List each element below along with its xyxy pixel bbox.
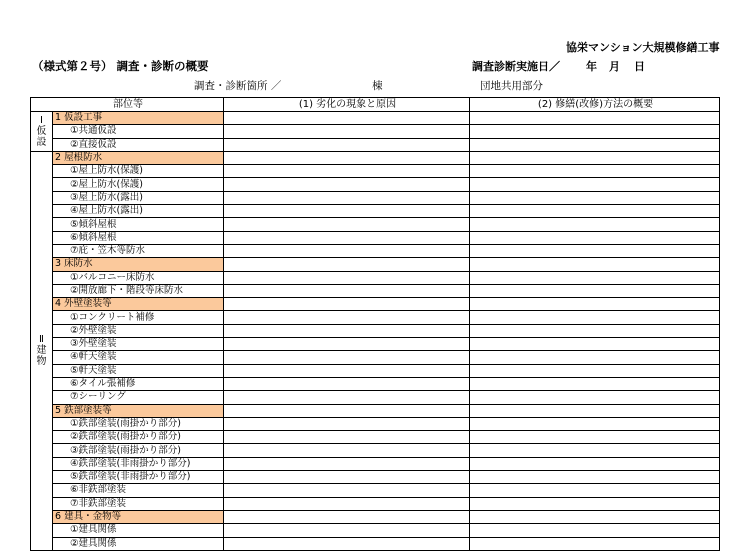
table-row xyxy=(31,311,720,324)
category-title: 4 外壁塗装等 xyxy=(53,298,224,311)
table-row xyxy=(31,324,720,337)
category-title: 3 床防水 xyxy=(53,258,224,271)
deterioration-cell[interactable] xyxy=(224,364,470,377)
repair-cell[interactable] xyxy=(470,112,720,125)
repair-cell[interactable] xyxy=(470,391,720,404)
repair-cell[interactable] xyxy=(470,364,720,377)
table-row xyxy=(31,231,720,244)
item-label: ②直接仮設 xyxy=(53,138,224,151)
deterioration-cell[interactable] xyxy=(224,191,470,204)
table-row xyxy=(31,205,720,218)
item-label: ②屋上防水(保護) xyxy=(53,178,224,191)
repair-cell[interactable] xyxy=(470,231,720,244)
repair-cell[interactable] xyxy=(470,324,720,337)
repair-cell[interactable] xyxy=(470,510,720,523)
table-row xyxy=(31,284,720,297)
repair-cell[interactable] xyxy=(470,205,720,218)
item-label: ①共通仮設 xyxy=(53,125,224,138)
table-header-row xyxy=(31,98,720,112)
section-char: 仮 xyxy=(36,125,47,137)
item-label: ④軒天塗装 xyxy=(53,351,224,364)
item-label: ⑥非鉄部塗装 xyxy=(53,484,224,497)
table-row xyxy=(31,417,720,430)
category-row xyxy=(31,258,720,271)
deterioration-cell[interactable] xyxy=(224,271,470,284)
section-label-cell xyxy=(31,151,53,550)
repair-cell[interactable] xyxy=(470,138,720,151)
deterioration-cell[interactable] xyxy=(224,510,470,523)
repair-cell[interactable] xyxy=(470,537,720,550)
table-row xyxy=(31,125,720,138)
item-label: ③屋上防水(露出) xyxy=(53,191,224,204)
table-row xyxy=(31,138,720,151)
survey-date-label: 調査診断実施日／ xyxy=(472,60,560,73)
survey-table xyxy=(30,97,720,551)
table-row xyxy=(31,377,720,390)
section-char: 建 xyxy=(36,345,47,357)
deterioration-cell[interactable] xyxy=(224,404,470,417)
repair-cell[interactable] xyxy=(470,377,720,390)
repair-cell[interactable] xyxy=(470,524,720,537)
deterioration-cell[interactable] xyxy=(224,231,470,244)
category-row xyxy=(31,510,720,523)
item-label: ①屋上防水(保護) xyxy=(53,165,224,178)
deterioration-cell[interactable] xyxy=(224,417,470,430)
category-row xyxy=(31,404,720,417)
item-label: ①鉄部塗装(雨掛かり部分) xyxy=(53,417,224,430)
deterioration-cell[interactable] xyxy=(224,471,470,484)
deterioration-cell[interactable] xyxy=(224,138,470,151)
item-label: ②開放廊下・階段等床防水 xyxy=(53,284,224,297)
category-row xyxy=(31,298,720,311)
repair-cell[interactable] xyxy=(470,298,720,311)
repair-cell[interactable] xyxy=(470,431,720,444)
item-label: ④屋上防水(露出) xyxy=(53,205,224,218)
item-label: ⑦庇・笠木等防水 xyxy=(53,244,224,257)
deterioration-cell[interactable] xyxy=(224,444,470,457)
deterioration-cell[interactable] xyxy=(224,258,470,271)
item-label: ③鉄部塗装(雨掛かり部分) xyxy=(53,444,224,457)
section-label-cell xyxy=(31,112,53,152)
item-label: ②建具関係 xyxy=(53,537,224,550)
repair-cell[interactable] xyxy=(470,311,720,324)
repair-cell[interactable] xyxy=(470,497,720,510)
project-title: 協栄マンション大規模修繕工事 xyxy=(566,41,720,54)
table-row xyxy=(31,391,720,404)
repair-cell[interactable] xyxy=(470,284,720,297)
deterioration-cell[interactable] xyxy=(224,284,470,297)
deterioration-cell[interactable] xyxy=(224,497,470,510)
table-row xyxy=(31,244,720,257)
table-row xyxy=(31,351,720,364)
deterioration-cell[interactable] xyxy=(224,165,470,178)
deterioration-cell[interactable] xyxy=(224,351,470,364)
form-title: （様式第２号） 調査・診断の概要 xyxy=(32,59,209,73)
item-label: ⑦シーリング xyxy=(53,391,224,404)
table-row xyxy=(31,497,720,510)
item-label: ③外壁塗装 xyxy=(53,338,224,351)
table-row xyxy=(31,471,720,484)
table-row xyxy=(31,524,720,537)
deterioration-cell[interactable] xyxy=(224,338,470,351)
item-label: ②鉄部塗装(雨掛かり部分) xyxy=(53,431,224,444)
deterioration-cell[interactable] xyxy=(224,311,470,324)
repair-cell[interactable] xyxy=(470,151,720,164)
item-label: ④鉄部塗装(非雨掛かり部分) xyxy=(53,457,224,470)
table-row xyxy=(31,218,720,231)
location-label: 調査・診断箇所 ／ xyxy=(194,80,282,92)
deterioration-cell[interactable] xyxy=(224,218,470,231)
repair-cell[interactable] xyxy=(470,404,720,417)
repair-cell[interactable] xyxy=(470,417,720,430)
deterioration-cell[interactable] xyxy=(224,524,470,537)
table-row xyxy=(31,165,720,178)
item-label: ⑤鉄部塗装(非雨掛かり部分) xyxy=(53,471,224,484)
table-row xyxy=(31,444,720,457)
item-label: ⑤軒天塗装 xyxy=(53,364,224,377)
deterioration-cell[interactable] xyxy=(224,457,470,470)
deterioration-cell[interactable] xyxy=(224,391,470,404)
section-char: 設 xyxy=(36,136,47,148)
item-label: ①バルコニー床防水 xyxy=(53,271,224,284)
repair-cell[interactable] xyxy=(470,165,720,178)
year-label: 年 xyxy=(586,60,597,73)
deterioration-cell[interactable] xyxy=(224,431,470,444)
deterioration-cell[interactable] xyxy=(224,178,470,191)
repair-cell[interactable] xyxy=(470,244,720,257)
deterioration-cell[interactable] xyxy=(224,298,470,311)
table-row xyxy=(31,484,720,497)
deterioration-cell[interactable] xyxy=(224,484,470,497)
item-label: ①コンクリート補修 xyxy=(53,311,224,324)
category-title: 6 建具・金物等 xyxy=(53,510,224,523)
item-label: ②外壁塗装 xyxy=(53,324,224,337)
deterioration-cell[interactable] xyxy=(224,112,470,125)
survey-date-line xyxy=(472,58,645,74)
deterioration-cell[interactable] xyxy=(224,205,470,218)
repair-cell[interactable] xyxy=(470,484,720,497)
day-label: 日 xyxy=(634,60,645,73)
repair-cell[interactable] xyxy=(470,338,720,351)
table-row xyxy=(31,338,720,351)
table-row xyxy=(31,537,720,550)
deterioration-cell[interactable] xyxy=(224,537,470,550)
repair-cell[interactable] xyxy=(470,271,720,284)
section-numeral: Ⅱ xyxy=(39,334,44,346)
deterioration-cell[interactable] xyxy=(224,324,470,337)
category-title: 2 屋根防水 xyxy=(53,151,224,164)
item-label: ⑥傾斜屋根 xyxy=(53,231,224,244)
repair-cell[interactable] xyxy=(470,351,720,364)
category-row xyxy=(31,112,720,125)
survey-table-body xyxy=(31,112,720,551)
category-title: 1 仮設工事 xyxy=(53,112,224,125)
table-row xyxy=(31,271,720,284)
category-row xyxy=(31,151,720,164)
repair-cell[interactable] xyxy=(470,444,720,457)
table-row xyxy=(31,191,720,204)
table-row xyxy=(31,178,720,191)
deterioration-column-header: (1) 劣化の現象と原因 xyxy=(224,98,470,112)
part-column-header: 部位等 xyxy=(31,98,224,112)
section-numeral: Ⅰ xyxy=(40,114,43,126)
repair-cell[interactable] xyxy=(470,178,720,191)
section-char: 物 xyxy=(36,356,47,368)
table-row xyxy=(31,364,720,377)
item-label: ①建具関係 xyxy=(53,524,224,537)
repair-cell[interactable] xyxy=(470,457,720,470)
repair-cell[interactable] xyxy=(470,191,720,204)
table-row xyxy=(31,457,720,470)
category-title: 5 鉄部塗装等 xyxy=(53,404,224,417)
repair-cell[interactable] xyxy=(470,125,720,138)
deterioration-cell[interactable] xyxy=(224,151,470,164)
deterioration-cell[interactable] xyxy=(224,377,470,390)
item-label: ⑥タイル張補修 xyxy=(53,377,224,390)
common-area-label: 団地共用部分 xyxy=(480,80,543,92)
deterioration-cell[interactable] xyxy=(224,244,470,257)
repair-cell[interactable] xyxy=(470,218,720,231)
repair-column-header: (2) 修繕(改修)方法の概要 xyxy=(470,98,720,112)
repair-cell[interactable] xyxy=(470,258,720,271)
repair-cell[interactable] xyxy=(470,471,720,484)
table-row xyxy=(31,431,720,444)
item-label: ⑤傾斜屋根 xyxy=(53,218,224,231)
building-label: 棟 xyxy=(372,80,383,92)
deterioration-cell[interactable] xyxy=(224,125,470,138)
item-label: ⑦非鉄部塗装 xyxy=(53,497,224,510)
month-label: 月 xyxy=(609,60,620,73)
